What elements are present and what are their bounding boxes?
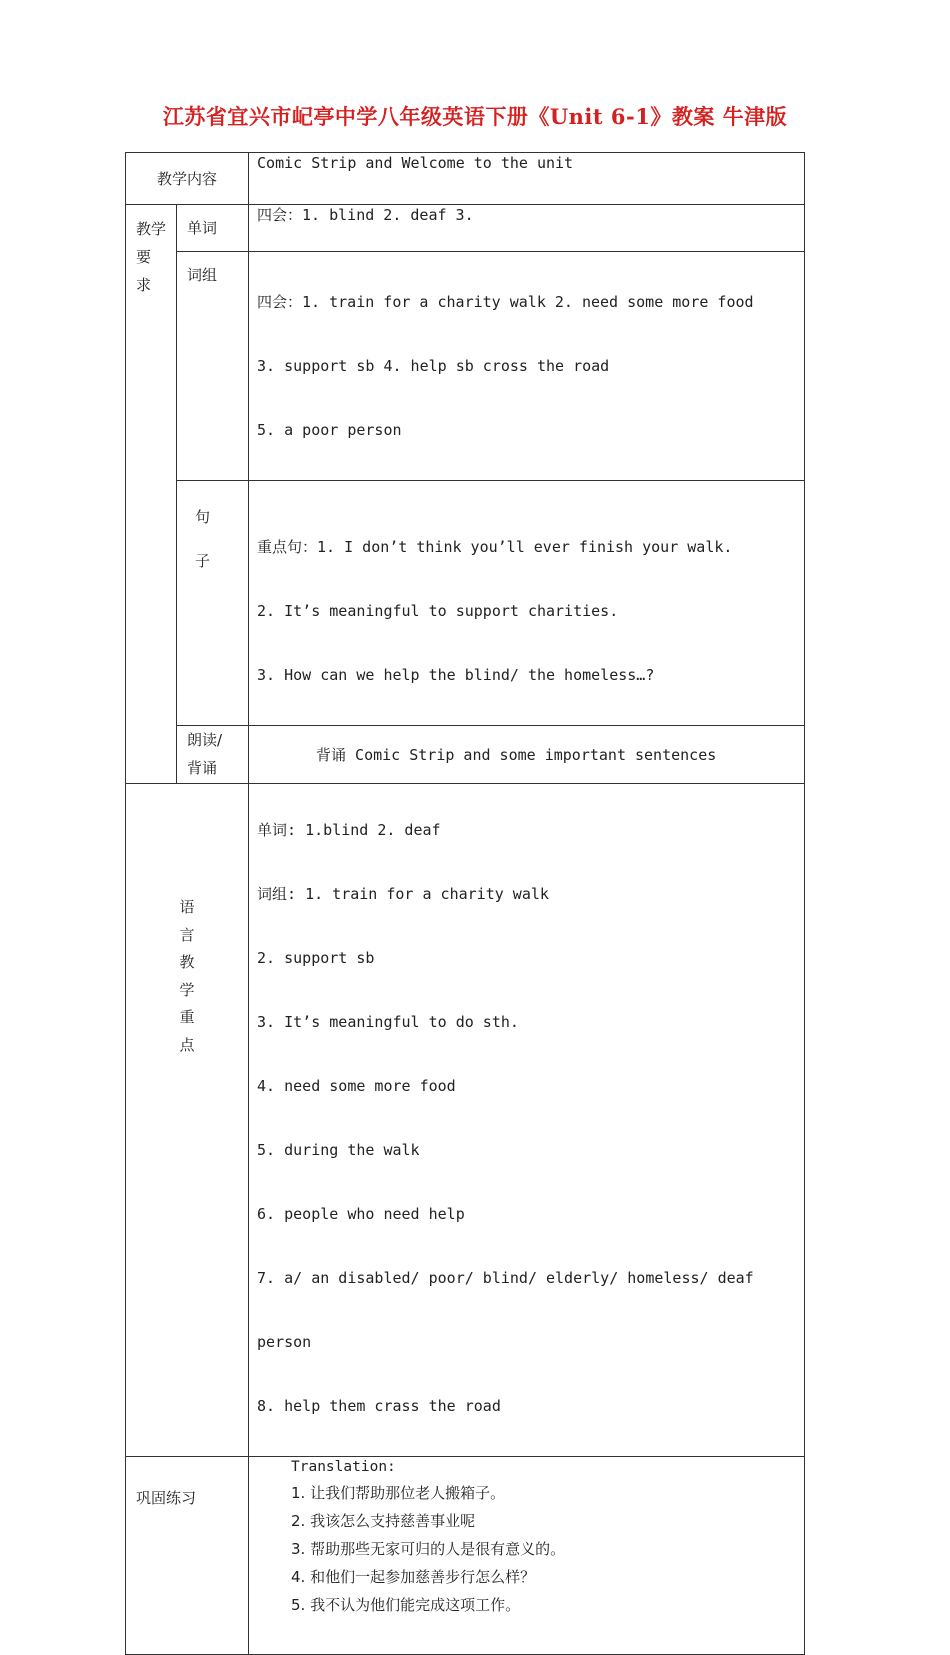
practice-heading: Translation: — [291, 1459, 396, 1475]
practice-item-5: 5. 我不认为他们能完成这项工作。 — [291, 1596, 521, 1614]
sentence-3: 3. How can we help the blind/ the homeless…? — [257, 666, 655, 684]
focus-line-1: 单词: 1.blind 2. deaf — [257, 821, 441, 839]
sentence-2: 2. It’s meaningful to support charities. — [257, 602, 619, 620]
row-recite — [126, 726, 805, 784]
teaching-content-label: 教学内容 — [157, 170, 218, 188]
sentence-1: 重点句：1. I don’t think you’ll ever finish your walk. — [257, 538, 733, 556]
phrases-line-3: 5. a poor person — [257, 421, 402, 439]
phrases-line-1: 四会：1. train for a charity walk 2. need some more food — [257, 293, 754, 311]
focus-label-6: 点 — [179, 1035, 195, 1054]
focus-label-2: 言 — [179, 925, 195, 944]
document-title: 江苏省宜兴市屺亭中学八年级英语下册《Unit 6-1》教案 牛津版 — [162, 104, 788, 129]
words-label: 单词 — [187, 219, 218, 237]
row-words — [126, 205, 805, 252]
requirements-label-1: 教学 — [136, 220, 167, 238]
row-language-focus — [126, 784, 805, 1457]
phrases-line-2: 3. support sb 4. help sb cross the road — [257, 357, 610, 375]
focus-label-3: 教 — [179, 953, 195, 972]
recite-value: 背诵 Comic Strip and some important sentences — [316, 745, 717, 764]
practice-item-1: 1. 让我们帮助那位老人搬箱子。 — [291, 1484, 506, 1502]
row-teaching-content — [126, 153, 805, 205]
phrases-label: 词组 — [187, 266, 218, 284]
focus-line-10: 8. help them crass the road — [257, 1397, 501, 1415]
focus-line-5: 4. need some more food — [257, 1077, 456, 1095]
practice-label: 巩固练习 — [136, 1489, 197, 1507]
teaching-content-value: Comic Strip and Welcome to the unit — [257, 154, 574, 172]
focus-line-3: 2. support sb — [257, 949, 375, 967]
sentences-label-2: 子 — [195, 552, 211, 570]
lesson-plan-table — [125, 152, 805, 1655]
row-sentences — [126, 481, 805, 726]
recite-label-1: 朗读/ — [187, 731, 223, 749]
focus-line-4: 3. It’s meaningful to do sth. — [257, 1013, 519, 1031]
requirements-label-2: 要 — [136, 248, 152, 266]
focus-line-7: 6. people who need help — [257, 1205, 465, 1223]
focus-line-9: person — [257, 1333, 312, 1351]
row-phrases — [126, 252, 805, 481]
practice-item-4: 4. 和他们一起参加慈善步行怎么样？ — [291, 1568, 536, 1586]
row-practice — [126, 1457, 805, 1655]
practice-item-2: 2. 我该怎么支持慈善事业呢 — [291, 1512, 476, 1530]
requirements-label-3: 求 — [136, 276, 152, 294]
words-value: 四会：1. blind 2. deaf 3. — [257, 206, 474, 224]
focus-line-6: 5. during the walk — [257, 1141, 420, 1159]
practice-item-3: 3. 帮助那些无家可归的人是很有意义的。 — [291, 1540, 566, 1558]
focus-label-4: 学 — [179, 980, 195, 999]
focus-line-2: 词组: 1. train for a charity walk — [257, 885, 549, 903]
focus-label-1: 语 — [179, 898, 195, 916]
focus-label-5: 重 — [179, 1008, 195, 1027]
focus-line-8: 7. a/ an disabled/ poor/ blind/ elderly/ homeless/ deaf — [257, 1269, 754, 1287]
recite-label-2: 背诵 — [187, 759, 218, 777]
sentences-label-1: 句 — [195, 508, 211, 526]
